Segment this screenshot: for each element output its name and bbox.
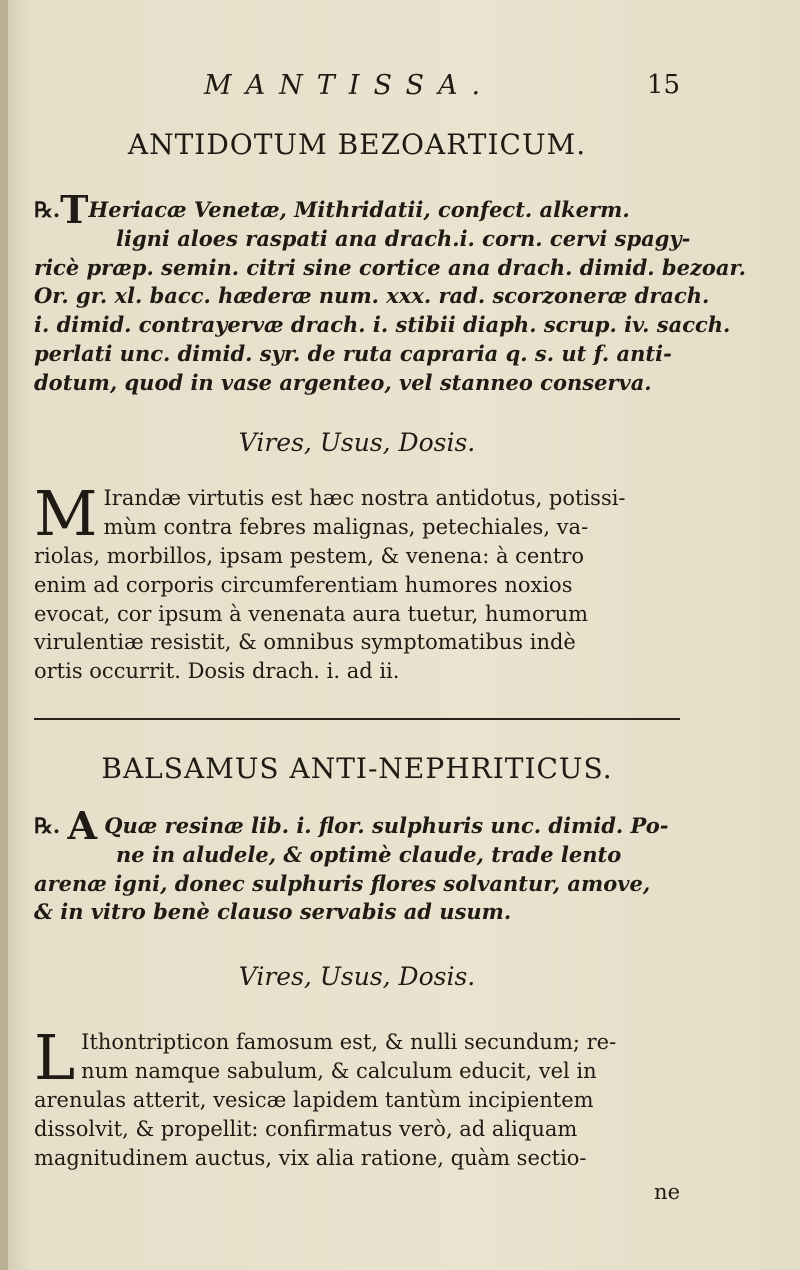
running-title: MANTISSA. bbox=[204, 70, 495, 101]
recipe-line: arenæ igni, donec sulphuris flores solvantur, amove, bbox=[34, 870, 651, 896]
subhead-vires: Vires, Usus, Dosis. bbox=[238, 428, 476, 457]
recipe-line: ne in aludele, & optimè claude, trade lento bbox=[116, 841, 622, 867]
page-gutter bbox=[0, 0, 8, 1270]
recipe-balsamus bbox=[34, 803, 680, 927]
body-line: riolas, morbillos, ipsam pestem, & venena: à centro bbox=[34, 544, 584, 568]
recipe-line: perlati unc. dimid. syr. de ruta capraria q. s. ut f. anti- bbox=[34, 340, 672, 366]
section-title-balsamus: BALSAMUS ANTI-NEPHRITICUS. bbox=[101, 752, 613, 785]
catchword: ne bbox=[654, 1180, 680, 1204]
page-header bbox=[34, 70, 680, 100]
recipe-line: & in vitro benè clauso servabis ad usum. bbox=[34, 899, 512, 925]
body-line: Ithontripticon famosum est, & nulli secundum; re- bbox=[81, 1030, 617, 1054]
recipe-line: Or. gr. xl. bacc. hæderæ num. xxx. rad. scorzoneræ drach. bbox=[34, 283, 710, 309]
recipe-symbol: ℞. bbox=[34, 813, 61, 838]
body-line: ortis occurrit. Dosis drach. i. ad ii. bbox=[34, 659, 400, 684]
drop-cap: T bbox=[60, 187, 89, 232]
recipe-line: dotum, quod in vase argenteo, vel stanneo conserva. bbox=[34, 369, 652, 395]
body-line: num namque sabulum, & calculum educit, vel in bbox=[81, 1058, 597, 1083]
section-title-antidotum: ANTIDOTUM BEZOARTICUM. bbox=[127, 128, 587, 161]
body-line: evocat, cor ipsum à venenata aura tuetur, humorum bbox=[34, 601, 589, 626]
body-line: virulentiæ resistit, & omnibus symptomatibus indè bbox=[34, 630, 576, 655]
recipe-line: ligni aloes raspati ana drach.i. corn. cervi spagy- bbox=[116, 225, 691, 251]
page-number: 15 bbox=[646, 70, 680, 100]
recipe-symbol: ℞. bbox=[34, 197, 61, 222]
body-paragraph-balsamus bbox=[34, 1021, 680, 1172]
recipe-antidotum bbox=[34, 187, 746, 398]
subhead-vires: Vires, Usus, Dosis. bbox=[238, 962, 476, 991]
body-line: Irandæ virtutis est hæc nostra antidotus, potissi- bbox=[103, 486, 626, 510]
body-line: mùm contra febres malignas, petechiales, va- bbox=[103, 514, 589, 539]
body-line: arenulas atterit, vesicæ lapidem tantùm incipientem bbox=[34, 1088, 594, 1112]
recipe-line: ricè præp. semin. citri sine cortice ana drach. dimid. bezoar. bbox=[34, 254, 746, 280]
recipe-line: Heriacæ Venetæ, Mithridatii, confect. alkerm. bbox=[88, 197, 630, 222]
drop-cap: M bbox=[34, 477, 98, 550]
recipe-line: i. dimid. contrayervæ drach. i. stibii diaph. scrup. iv. sacch. bbox=[34, 312, 731, 338]
section-divider bbox=[34, 718, 680, 720]
recipe-line: Quæ resinæ lib. i. flor. sulphuris unc. dimid. Po- bbox=[104, 813, 669, 838]
body-line: dissolvit, & propellit: confirmatus verò, ad aliquam bbox=[34, 1116, 578, 1141]
body-line: magnitudinem auctus, vix alia ratione, quàm sectio- bbox=[34, 1145, 587, 1170]
body-line: enim ad corporis circumferentiam humores noxios bbox=[34, 572, 573, 597]
drop-cap: L bbox=[34, 1021, 76, 1094]
drop-cap: A bbox=[67, 803, 97, 848]
body-paragraph-antidotum bbox=[34, 477, 680, 686]
